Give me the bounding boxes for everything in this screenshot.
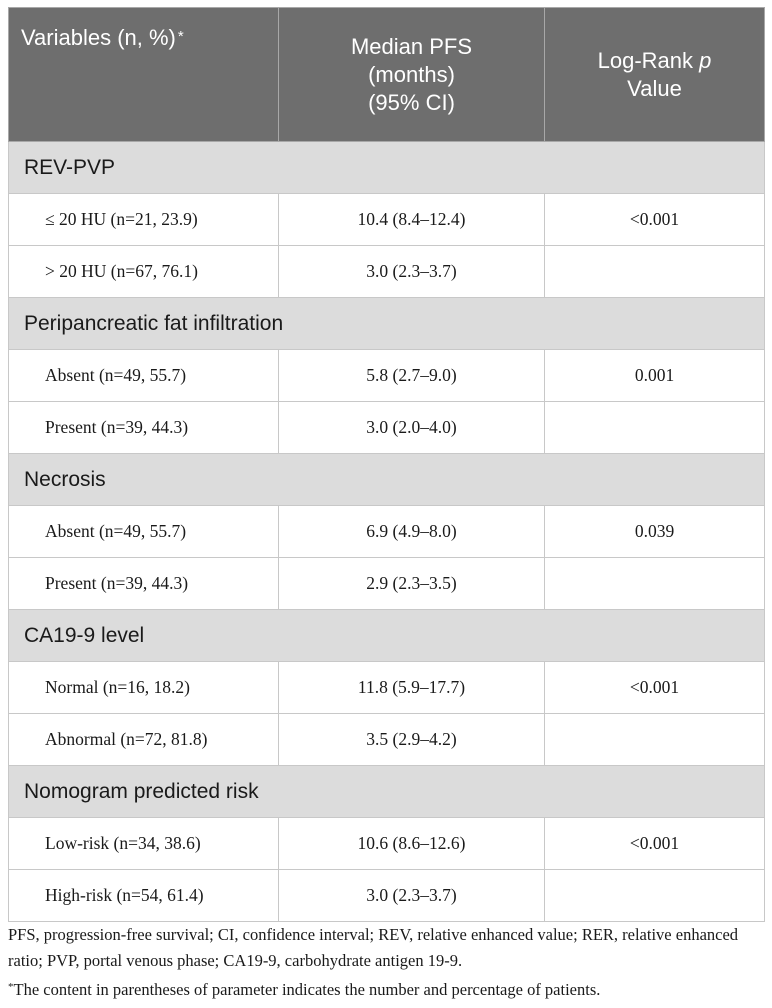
group-row (9, 454, 765, 506)
header-log-rank (545, 8, 765, 142)
group-title: Peripancreatic fat infiltration (9, 298, 765, 350)
variable-cell: High-risk (n=54, 61.4) (9, 870, 279, 922)
median-pfs-cell: 10.4 (8.4–12.4) (279, 194, 545, 246)
group-row (9, 766, 765, 818)
p-value-cell (545, 558, 765, 610)
table-row (9, 402, 765, 454)
variable-cell: ≤ 20 HU (n=21, 23.9) (9, 194, 279, 246)
group-title: REV-PVP (9, 142, 765, 194)
header-row (9, 8, 765, 142)
variable-cell: > 20 HU (n=67, 76.1) (9, 246, 279, 298)
header-median-line3: (95% CI) (368, 89, 455, 115)
table-row (9, 506, 765, 558)
header-variables-label: Variables (n, %) (21, 25, 176, 50)
pfs-table (8, 7, 765, 922)
variable-cell: Absent (n=49, 55.7) (9, 350, 279, 402)
p-value-cell (545, 402, 765, 454)
group-title: CA19-9 level (9, 610, 765, 662)
p-value-cell: <0.001 (545, 662, 765, 714)
group-title: Nomogram predicted risk (9, 766, 765, 818)
median-pfs-cell: 6.9 (4.9–8.0) (279, 506, 545, 558)
header-variables (9, 8, 279, 142)
median-pfs-cell: 3.0 (2.0–4.0) (279, 402, 545, 454)
header-asterisk: * (177, 28, 184, 45)
p-value-cell (545, 870, 765, 922)
variable-cell: Present (n=39, 44.3) (9, 558, 279, 610)
group-title: Necrosis (9, 454, 765, 506)
median-pfs-cell: 3.0 (2.3–3.7) (279, 870, 545, 922)
median-pfs-cell: 10.6 (8.6–12.6) (279, 818, 545, 870)
asterisk-footnote (8, 974, 768, 1003)
median-pfs-cell: 3.5 (2.9–4.2) (279, 714, 545, 766)
footnote-note: The content in parentheses of parameter indicates the number and percentage of patients. (13, 980, 601, 999)
p-value-cell (545, 714, 765, 766)
table-row (9, 870, 765, 922)
header-median-pfs (279, 8, 545, 142)
median-pfs-cell: 11.8 (5.9–17.7) (279, 662, 545, 714)
footnote-asterisk: * (8, 981, 14, 993)
variable-cell: Abnormal (n=72, 81.8) (9, 714, 279, 766)
p-value-cell: <0.001 (545, 194, 765, 246)
group-row (9, 298, 765, 350)
group-row (9, 610, 765, 662)
p-value-cell (545, 246, 765, 298)
median-pfs-cell: 2.9 (2.3–3.5) (279, 558, 545, 610)
table-row (9, 818, 765, 870)
header-median-line2: (months) (368, 61, 455, 87)
header-median-line1: Median PFS (350, 33, 473, 59)
variable-cell: Absent (n=49, 55.7) (9, 506, 279, 558)
p-value-cell: <0.001 (545, 818, 765, 870)
table-row (9, 714, 765, 766)
table-row (9, 350, 765, 402)
p-value-cell: 0.039 (545, 506, 765, 558)
table-row (9, 246, 765, 298)
variable-cell: Present (n=39, 44.3) (9, 402, 279, 454)
table-row (9, 194, 765, 246)
table-footnotes (8, 922, 768, 1003)
table-row (9, 662, 765, 714)
median-pfs-cell: 5.8 (2.7–9.0) (279, 350, 545, 402)
header-logrank-value: Value (627, 75, 682, 101)
median-pfs-cell: 3.0 (2.3–3.7) (279, 246, 545, 298)
table-row (9, 558, 765, 610)
p-value-cell: 0.001 (545, 350, 765, 402)
header-logrank-prefix: Log-Rank (597, 47, 693, 73)
group-row (9, 142, 765, 194)
variable-cell: Normal (n=16, 18.2) (9, 662, 279, 714)
abbreviations-footnote: PFS, progression-free survival; CI, confidence interval; REV, relative enhanced value; RER, relative enhanced ratio; PVP, portal venous phase; CA19-9, carbohydrate antigen 19-9. (8, 925, 739, 970)
variable-cell: Low-risk (n=34, 38.6) (9, 818, 279, 870)
header-logrank-p: p (699, 47, 712, 73)
